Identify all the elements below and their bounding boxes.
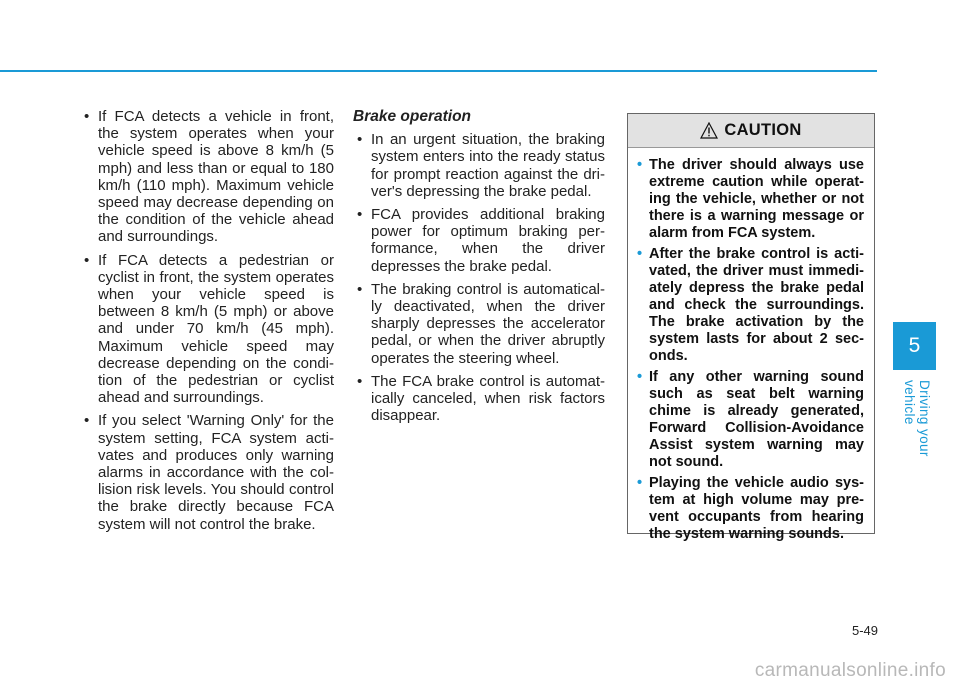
- list-item: • In an urgent situation, the braking system enters into the ready status for prompt reaction against the dri-ver's depressing the brake pedal.: [353, 131, 605, 200]
- middle-bullet-list: [353, 131, 605, 424]
- list-item: • If you select 'Warning Only' for the system setting, FCA system acti-vates and produces only warning alarms in accordance with the col-lision risk levels. You should control the brake directly because FCA system will not control the brake.: [80, 412, 334, 532]
- warning-triangle-icon: [700, 122, 718, 139]
- page-number: 5-49: [851, 623, 878, 638]
- list-item: • If FCA detects a pedestrian or cyclist in front, the system operates when your vehicle speed is between 8 km/h (5 mph) or above and under 70 km/h (45 mph). Maximum vehicle speed may decrease depending on the condi-tion of the pedestrian or cyclist ahead and surroundings.: [80, 252, 334, 407]
- header-rule: [0, 70, 877, 72]
- caution-header: [628, 114, 874, 148]
- caution-box: [627, 113, 875, 542]
- section-heading: Brake operation: [353, 108, 472, 125]
- footer-watermark: carmanualsonline.info: [754, 660, 946, 681]
- list-item: • The braking control is automatical-ly deactivated, when the driver sharply depresses the accelerator pedal, or when the driver abruptly operates the steering wheel.: [353, 281, 605, 367]
- chapter-tab: [893, 322, 936, 370]
- caution-title: CAUTION: [724, 121, 802, 139]
- list-item: • If FCA detects a vehicle in front, the system operates when your vehicle speed is above 8 km/h (5 mph) and less than or equal to 180 km/h (110 mph). Maximum vehicle speed may decrease depending on the condition of the vehicle ahead and surroundings.: [80, 108, 334, 246]
- chapter-label: Driving your vehicle: [902, 380, 932, 457]
- left-column: [80, 108, 334, 539]
- list-item: • The FCA brake control is automat-ically canceled, when risk factors disappear.: [353, 373, 605, 425]
- middle-column: [353, 108, 605, 430]
- list-item: • The driver should always use extreme caution while operat-ing the vehicle, whether or not there is a warning message or alarm from FCA system.: [637, 157, 864, 242]
- list-item: • Playing the vehicle audio sys-tem at high volume may pre-vent occupants from hearing the system warning sounds.: [637, 475, 864, 543]
- chapter-number: 5: [908, 334, 921, 357]
- list-item: • After the brake control is acti-vated, the driver must immedi-ately depress the brake pedal and check the surroundings. The brake activation by the system lasts for about 2 sec-onds.: [637, 246, 864, 365]
- list-item: • FCA provides additional braking power for optimum braking per-formance, when the driver depresses the brake pedal.: [353, 206, 605, 275]
- caution-list: [628, 148, 874, 543]
- list-item: • If any other warning sound such as seat belt warning chime is already generated, Forward Collision-Avoidance Assist system warning may not sound.: [637, 369, 864, 471]
- left-bullet-list: [80, 108, 334, 533]
